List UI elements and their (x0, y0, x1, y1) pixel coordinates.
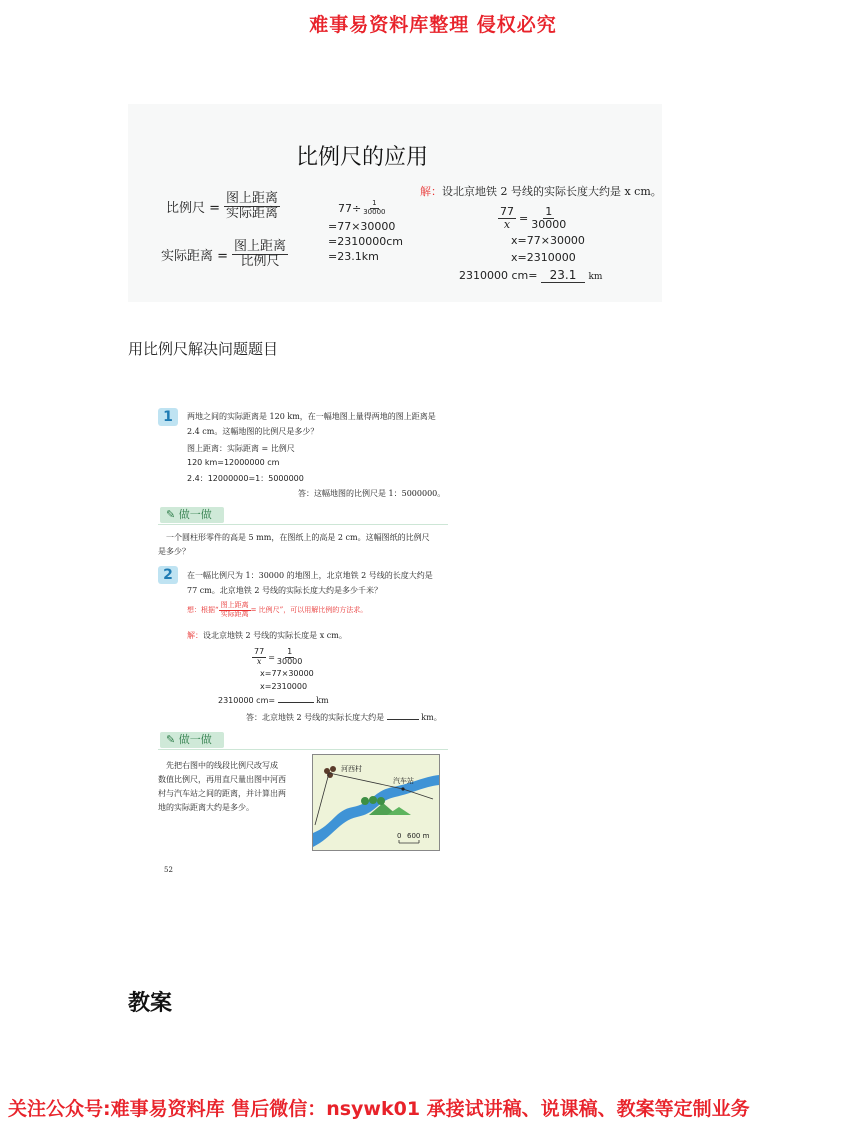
calc-numerator: 1 (372, 199, 377, 207)
lesson-plan-heading: 教案 (128, 990, 173, 1016)
example-2-line-4-blank (278, 702, 314, 703)
solution-answer: 23.1 (541, 268, 585, 283)
solution-equation (498, 206, 566, 231)
calc-line-3: =2310000cm (328, 235, 403, 248)
calc-denominator: 30000 (363, 207, 386, 216)
distance-formula (161, 240, 288, 270)
practice-1-divider (158, 524, 448, 525)
solution-line-4 (459, 268, 602, 283)
example-2-badge: 2 (158, 566, 178, 584)
example-2-eq-numerator: 77 (254, 647, 265, 656)
practice-1-question-line-1: 一个圆柱形零件的高是 5 mm，在图纸上的高是 2 cm。这幅图纸的比例尺 (166, 533, 430, 542)
pencil-icon: ✎ (166, 508, 176, 521)
road-line (329, 773, 403, 789)
example-2-answer-text: 答：北京地铁 2 号线的实际长度大约是 (246, 713, 385, 722)
header-watermark: 难事易资料库整理 侵权必究 (309, 14, 557, 36)
example-2-hint-numerator: 图上距离 (220, 601, 249, 609)
tree-shape (377, 797, 385, 805)
practice-2-line-3: 村与汽车站之间的距离，并计算出两 (158, 789, 286, 798)
solution-line-4-prefix: 2310000 cm= (459, 269, 538, 282)
practice-1-tag (160, 507, 224, 523)
solution-eq-numerator: 77 (500, 205, 514, 218)
calc-line-4: =23.1km (328, 250, 379, 263)
scale-formula-lhs: 比例尺 = (166, 201, 221, 217)
example-2-line-4-prefix: 2310000 cm= (218, 696, 276, 705)
section-heading: 用比例尺解决问题题目 (128, 340, 279, 358)
solution-eq-right-numerator: 1 (545, 205, 553, 218)
example-2-solution-text: 设北京地铁 2 号线的实际长度是 x cm。 (203, 631, 347, 640)
solution-unit: km (588, 272, 603, 282)
example-1-question-line-1: 两地之间的实际距离是 120 km，在一幅地图上量得两地的图上距离是 (187, 412, 436, 421)
road-line (315, 773, 329, 825)
practice-2-divider (158, 749, 448, 750)
distance-formula-numerator: 图上距离 (234, 239, 287, 254)
solution-eq-right-denominator: 30000 (531, 218, 567, 232)
example-1-question-line-2: 2.4 cm。这幅地图的比例尺是多少？ (187, 427, 319, 436)
example-1-answer: 答：这幅地图的比例尺是 1：5000000。 (298, 489, 446, 498)
example-1-step-2: 120 km=12000000 cm (187, 458, 280, 467)
distance-formula-denominator: 比例尺 (240, 254, 280, 270)
example-2-answer-blank (387, 719, 419, 720)
banner-title: 比例尺的应用 (296, 145, 429, 170)
village-label: 河西村 (341, 765, 362, 773)
example-2-line-4 (218, 696, 329, 705)
example-1-step-3: 2.4：12000000=1：5000000 (187, 474, 304, 483)
example-2-eq-right-denominator: 30000 (276, 656, 303, 666)
map-scale-zero: 0 (397, 832, 402, 840)
practice-2-line-1: 先把右图中的线段比例尺改写成 (166, 761, 278, 770)
example-2-eq-denominator: x (256, 656, 262, 666)
pencil-icon: ✎ (166, 733, 176, 746)
footer-watermark: 关注公众号:难事易资料库 售后微信：nsywk01 承接试讲稿、说课稿、教案等定制业务 (8, 1098, 750, 1120)
example-2-equation (252, 648, 302, 667)
solution-intro (420, 183, 662, 199)
solution-eq-denominator: x (503, 218, 511, 232)
example-2-eq-right-numerator: 1 (287, 647, 293, 656)
example-2-question-line-2: 77 cm。北京地铁 2 号线的实际长度大约是多少千米？ (187, 586, 382, 595)
example-2-question-line-1: 在一幅比例尺为 1：30000 的地图上，北京地铁 2 号线的长度大约是 (187, 571, 433, 580)
practice-2-line-4: 地的实际距离大约是多少。 (158, 803, 254, 812)
example-2-answer (246, 712, 442, 723)
solution-line-2: x=77×30000 (511, 234, 585, 247)
calc-prefix: 77÷ (338, 201, 362, 215)
practice-2-tag-label: 做一做 (178, 733, 212, 746)
village-map (312, 754, 440, 851)
example-2-answer-unit: km。 (421, 713, 442, 722)
practice-2-line-2: 数值比例尺，再用直尺量出图中河西 (158, 775, 286, 784)
example-2-eq-equals: = (268, 652, 275, 662)
practice-2-tag (160, 732, 224, 748)
village-house-shape (330, 766, 336, 772)
road-line (403, 789, 433, 799)
scale-formula-denominator: 实际距离 (226, 206, 279, 222)
example-1-step-1: 图上距离：实际距离 = 比例尺 (187, 444, 295, 453)
calc-line-2: =77×30000 (328, 220, 396, 233)
tree-shape (361, 797, 369, 805)
solution-intro-text: 设北京地铁 2 号线的实际长度大约是 x cm。 (442, 185, 662, 198)
example-2-solution-label: 解： (187, 631, 203, 640)
solution-eq-equals: = (519, 212, 529, 226)
example-1-badge: 1 (158, 408, 178, 426)
page-number: 52 (164, 866, 173, 874)
map-scale-value: 600 m (407, 832, 430, 840)
example-2-solution-intro (187, 630, 347, 641)
example-2-hint-prefix: 想：根据“ (187, 606, 219, 615)
example-2-line-4-unit: km (316, 696, 329, 705)
practice-1-tag-label: 做一做 (178, 508, 212, 521)
scale-formula (166, 192, 280, 222)
distance-formula-lhs: 实际距离 = (161, 249, 229, 265)
solution-label: 解： (420, 185, 442, 198)
example-2-line-2: x=77×30000 (260, 669, 314, 678)
tree-shape (369, 796, 377, 804)
example-2-hint (187, 602, 367, 618)
example-2-hint-denominator: 实际距离 (220, 609, 249, 618)
solution-line-3: x=2310000 (511, 251, 576, 264)
calc-line-1 (338, 200, 386, 216)
example-2-line-3: x=2310000 (260, 682, 308, 691)
scale-formula-numerator: 图上距离 (226, 191, 279, 206)
textbook-page (158, 402, 454, 882)
station-marker (401, 787, 404, 790)
practice-1-question-line-2: 是多少？ (158, 547, 190, 556)
station-label: 汽车站 (393, 777, 414, 785)
example-2-hint-suffix: = 比例尺”，可以用解比例的方法求。 (250, 606, 368, 615)
